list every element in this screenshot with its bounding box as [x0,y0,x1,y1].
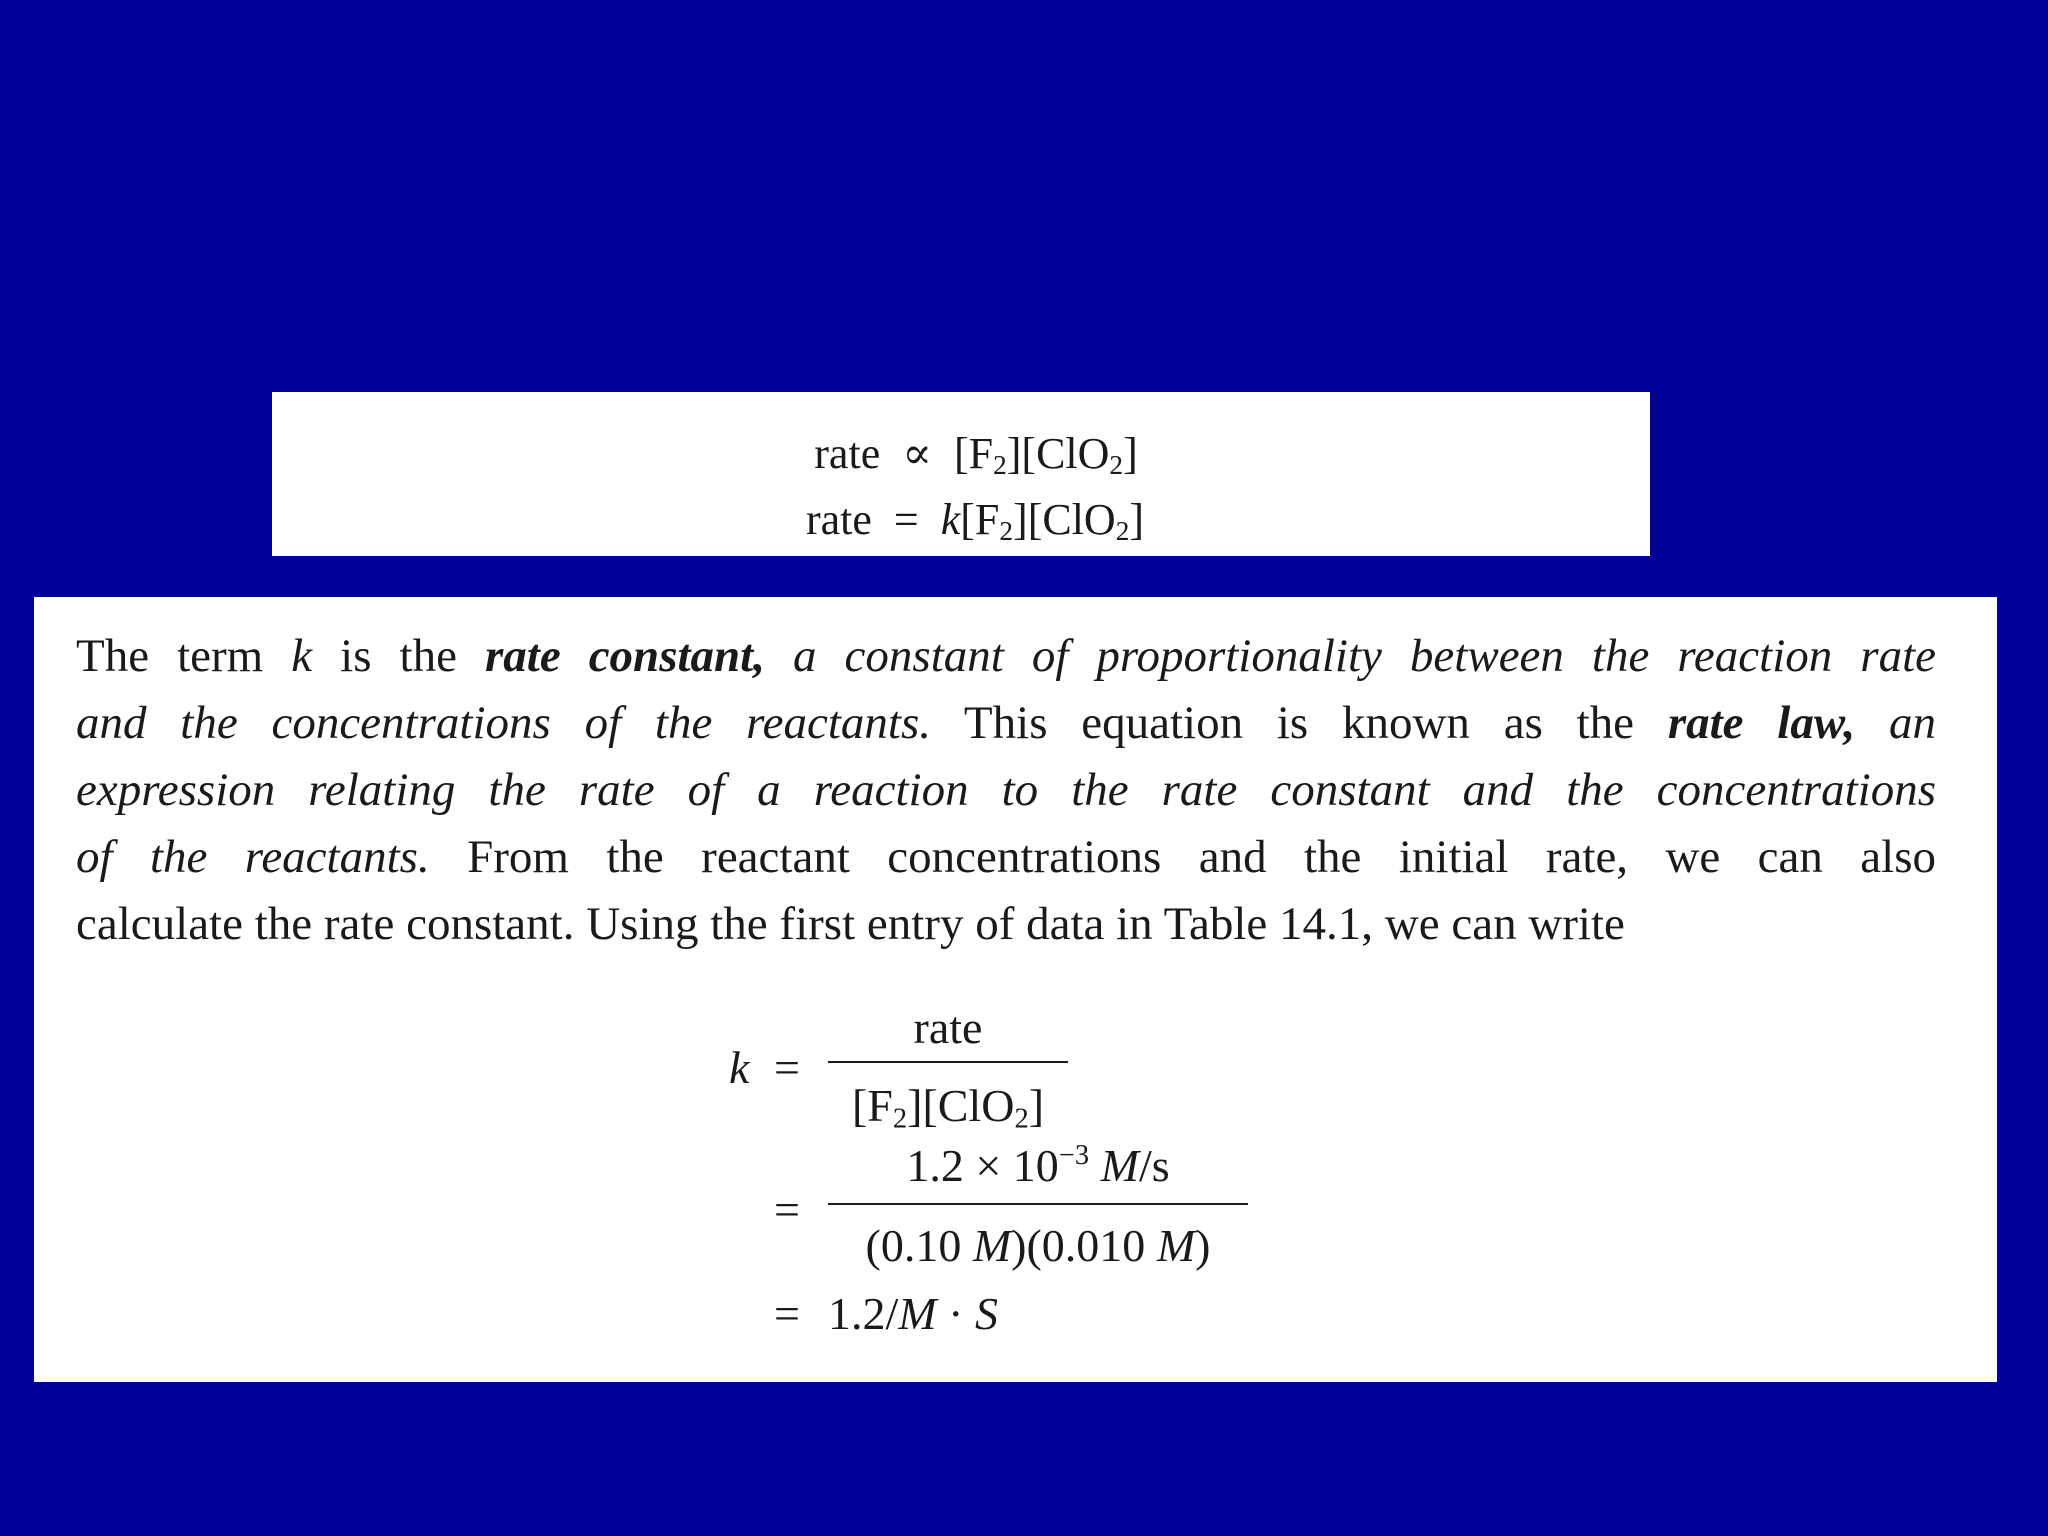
unit-seconds: S [974,1288,998,1339]
eq2-f2-open: [F [960,495,1000,544]
text-run: [F [851,1080,893,1131]
eq1-clo2-open: ][ClO [1006,429,1110,478]
paragraph-line-5: calculate the rate constant. Using the first entry of data in Table 14.1, we can write [76,898,1625,950]
calc-equals-2: = [774,1184,800,1235]
exponent: −3 [1058,1139,1090,1171]
eq2-equals: = [893,495,919,544]
eq1-f2-subscript: 2 [993,450,1007,480]
calc-step2-numerator [828,1139,1248,1191]
unit-molarity: M [898,1288,937,1339]
unit-molarity: M [1156,1220,1196,1271]
eq1-close-bracket: ] [1123,429,1138,478]
calc-step1-numerator: rate [913,1002,983,1053]
eq1-lhs: rate [814,429,881,478]
rate-constant-explanation-box [34,597,1997,1382]
k-symbol: k [291,630,313,682]
rate-law-equation [272,495,1650,546]
text-run: )(0.010 [1011,1220,1157,1271]
unit-molarity: M [972,1220,1012,1271]
eq2-clo2-subscript: 2 [1115,516,1130,546]
unit-molarity: M [1100,1140,1139,1191]
subscript: 2 [892,1103,908,1135]
rate-proportional-equation [272,429,1650,480]
eq2-f2-subscript: 2 [999,516,1014,546]
paragraph-line-3: expression relating the rate of a reaction to the rate constant and the concentrations [76,764,1936,816]
eq2-clo2-open: ][ClO [1013,495,1116,544]
eq2-close-bracket: ] [1129,495,1144,544]
text-run-italic: an [1855,697,1937,749]
text-run-italic: a constant of proportionality between the reaction rate [765,630,1936,682]
text-run-italic: and the concentrations of the reactants. [76,697,932,749]
subscript: 2 [1014,1103,1029,1135]
eq1-f2-open: [F [954,429,994,478]
calc-result [828,1288,998,1339]
eq2-rate-constant-k: k [940,495,961,544]
text-run: ) [1195,1220,1211,1271]
explanation-paragraph [76,623,1936,958]
text-run: 1.2/ [828,1288,899,1339]
eq2-lhs: rate [805,495,872,544]
paragraph-line-2 [76,690,1936,757]
text-run: The term [76,630,292,682]
calc-step1-fraction-bar [828,1061,1068,1063]
calc-step2-fraction-bar [828,1203,1248,1205]
text-run: 1.2 × 10 [906,1140,1059,1191]
calc-k-symbol: k [729,1042,750,1093]
calc-step1-denominator [828,1080,1068,1135]
paragraph-line-1 [76,623,1936,690]
calc-step2-denominator [828,1220,1248,1271]
calc-equals-3: = [774,1288,800,1339]
text-run: ] [1028,1080,1045,1131]
text-run: ][ClO [907,1080,1015,1131]
eq1-proportional-symbol: ∝ [902,429,932,478]
text-run: · [936,1288,975,1339]
text-run: is the [312,630,485,682]
text-run-italic: of the reactants. [76,831,430,883]
text-run: /s [1138,1140,1170,1191]
rate-proportionality-box [272,392,1650,556]
calc-equals-1: = [774,1042,800,1093]
term-rate-constant: rate constant, [484,630,765,682]
text-run: This equation is known as the [931,697,1668,749]
term-rate-law: rate law, [1667,697,1856,749]
text-run: From the reactant concentrations and the initial rate, we can also [429,831,1936,883]
text-run: (0.10 [865,1220,973,1271]
eq1-clo2-subscript: 2 [1109,450,1124,480]
paragraph-line-4 [76,824,1936,891]
